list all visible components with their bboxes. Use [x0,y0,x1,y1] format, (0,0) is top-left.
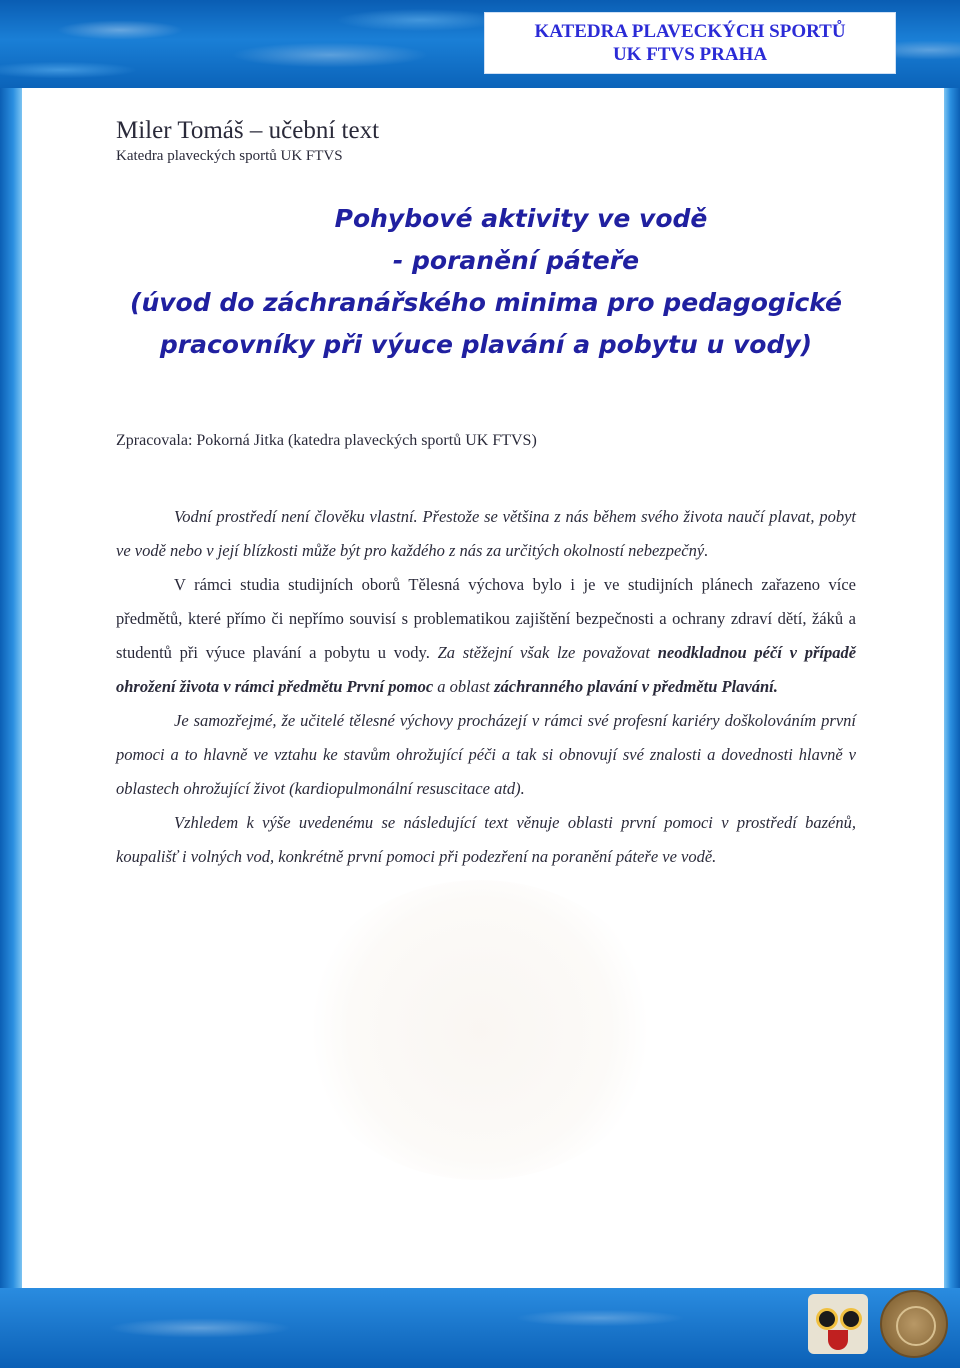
author-line: Miler Tomáš – učební text [116,117,380,144]
owl-right-eye-icon [840,1308,862,1330]
document-title [116,198,856,366]
paragraph-1: Vodní prostředí není člověku vlastní. Přestože se většina z nás během svého života naučí plavat, pobyt ve vodě nebo v její blízkosti může být pro každého z nás za určitých okolností nebezpečný. [116,507,856,560]
left-water-strip [0,88,22,1368]
paragraph-4: Vzhledem k výše uvedenému se následující text věnuje oblasti první pomoci v prostředí bazénů, koupališť i volných vod, konkrétně první pomoci při podezření na poranění páteře ve vodě. [116,813,856,866]
paragraph-2-part-d: a oblast [437,677,491,696]
paragraph-2 [116,568,856,704]
seal-inner-ring [896,1306,936,1346]
paragraph-2-part-a: V rámci studia studijních oborů Tělesná výchova bylo i je ve studijních plánech zařazeno více předmětů, které přímo či nepřímo souvisí s problematikou zajištění bezpečnosti a ochrany zdraví dětí, žáků a studentů při výuce plavání a pobytu u vody. [116,575,856,662]
header-title-box [484,12,896,74]
title-line-1: Pohybové aktivity ve vodě [334,204,708,233]
department-line: Katedra plaveckých sportů UK FTVS [116,148,343,164]
header-line-2: UK FTVS PRAHA [612,44,768,65]
owl-left-eye-icon [816,1308,838,1330]
header-line-1: KATEDRA PLAVECKÝCH SPORTŮ [534,21,846,42]
owl-logo [808,1294,868,1354]
title-line-2: - poranění páteře [392,246,640,275]
title-line-3: (úvod do záchranářského minima pro pedagogické [130,288,842,317]
paragraph-2-bold-2: záchranného plavání v předmětu Plavání. [494,677,778,696]
header-banner [0,0,960,88]
paragraph-2-part-b: Za stěžejní však lze považovat [437,643,650,662]
paragraph-2-bold-1: neodkladnou péčí v případě ohrožení života v rámci předmětu První pomoc [116,643,857,696]
paragraph-3: Je samozřejmé, že učitelé tělesné výchovy procházejí v rámci své profesní kariéry doškolováním první pomoci a to hlavně ve vztahu ke stavům ohrožující péči a tak si obnovují své znalosti a dovednosti hlavně v oblastech ohrožující život (kardiopulmonální resuscitace atd). [116,711,856,798]
prepared-by: Zpracovala: Pokorná Jitka (katedra plaveckých sportů UK FTVS) [116,432,537,449]
title-line-4: pracovníky při výuce plavání a pobytu u vody) [159,330,813,359]
body-text [116,500,856,874]
seal-watermark [300,880,660,1180]
document-content [116,110,856,874]
shield-icon [828,1330,848,1350]
right-water-strip [944,88,960,1368]
university-seal [880,1290,948,1358]
